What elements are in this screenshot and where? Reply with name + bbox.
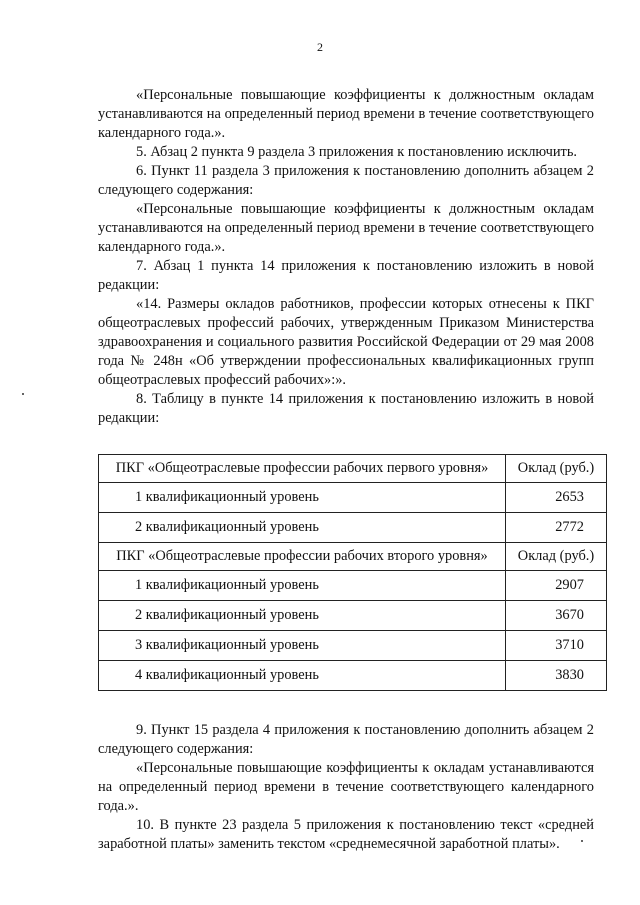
level-label: 1 квалификационный уровень — [99, 571, 506, 601]
level-label: 2 квалификационный уровень — [99, 601, 506, 631]
paragraph-item-10: 10. В пункте 23 раздела 5 приложения к постановлению текст «средней заработной платы» заменить текстом «среднемесячной заработной платы». — [98, 817, 594, 852]
group-title: ПКГ «Общеотраслевые профессии рабочих второго уровня» — [99, 543, 506, 571]
table-row — [99, 571, 607, 601]
table-row — [99, 483, 607, 513]
salary-column-header: Оклад (руб.) — [506, 455, 607, 483]
paragraph-item-8: 8. Таблицу в пункте 14 приложения к постановлению изложить в новой редакции: — [98, 391, 594, 426]
paragraph-item-6: 6. Пункт 11 раздела 3 приложения к постановлению дополнить абзацем 2 следующего содержания: — [98, 163, 594, 198]
level-label: 3 квалификационный уровень — [99, 631, 506, 661]
scan-speck — [581, 840, 583, 842]
table-row — [99, 631, 607, 661]
salary-value: 3830 — [506, 661, 607, 691]
document-body — [98, 86, 594, 854]
salary-value: 2772 — [506, 513, 607, 543]
salary-value: 2907 — [506, 571, 607, 601]
paragraph-quote-coefficients-3: «Персональные повышающие коэффициенты к окладам устанавливаются на определенный период времени в течение соответствующего календарного года.». — [98, 760, 594, 814]
paragraph-item-7: 7. Абзац 1 пункта 14 приложения к постановлению изложить в новой редакции: — [98, 258, 594, 293]
table-header-row — [99, 455, 607, 483]
salary-value: 2653 — [506, 483, 607, 513]
paragraph-quote-coefficients-2: «Персональные повышающие коэффициенты к должностным окладам устанавливаются на определенный период времени в течение соответствующего календарного года.». — [98, 201, 594, 255]
paragraph-item-5: 5. Абзац 2 пункта 9 раздела 3 приложения к постановлению исключить. — [136, 144, 577, 160]
paragraph-quote-item-14: «14. Размеры окладов работников, профессии которых отнесены к ПКГ общеотраслевых профессий рабочих, утвержденным Приказом Министерства здравоохранения и социального развития Российской Федерации от 29 мая 2008 года № 248н «Об утверждении профессиональных квалификационных групп общеотраслевых профессий рабочих»:». — [98, 296, 594, 388]
table-row — [99, 661, 607, 691]
scan-speck — [22, 393, 24, 395]
level-label: 2 квалификационный уровень — [99, 513, 506, 543]
salary-value: 3710 — [506, 631, 607, 661]
salary-column-header: Оклад (руб.) — [506, 543, 607, 571]
salary-value: 3670 — [506, 601, 607, 631]
salary-table — [98, 454, 607, 691]
group-title: ПКГ «Общеотраслевые профессии рабочих первого уровня» — [99, 455, 506, 483]
table-row — [99, 513, 607, 543]
page-number: 2 — [317, 40, 323, 54]
level-label: 1 квалификационный уровень — [99, 483, 506, 513]
level-label: 4 квалификационный уровень — [99, 661, 506, 691]
table-header-row — [99, 543, 607, 571]
paragraph-quote-coefficients: «Персональные повышающие коэффициенты к должностным окладам устанавливаются на определенный период времени в течение соответствующего календарного года.». — [98, 87, 594, 141]
table-row — [99, 601, 607, 631]
paragraph-item-9: 9. Пункт 15 раздела 4 приложения к постановлению дополнить абзацем 2 следующего содержания: — [98, 722, 594, 757]
